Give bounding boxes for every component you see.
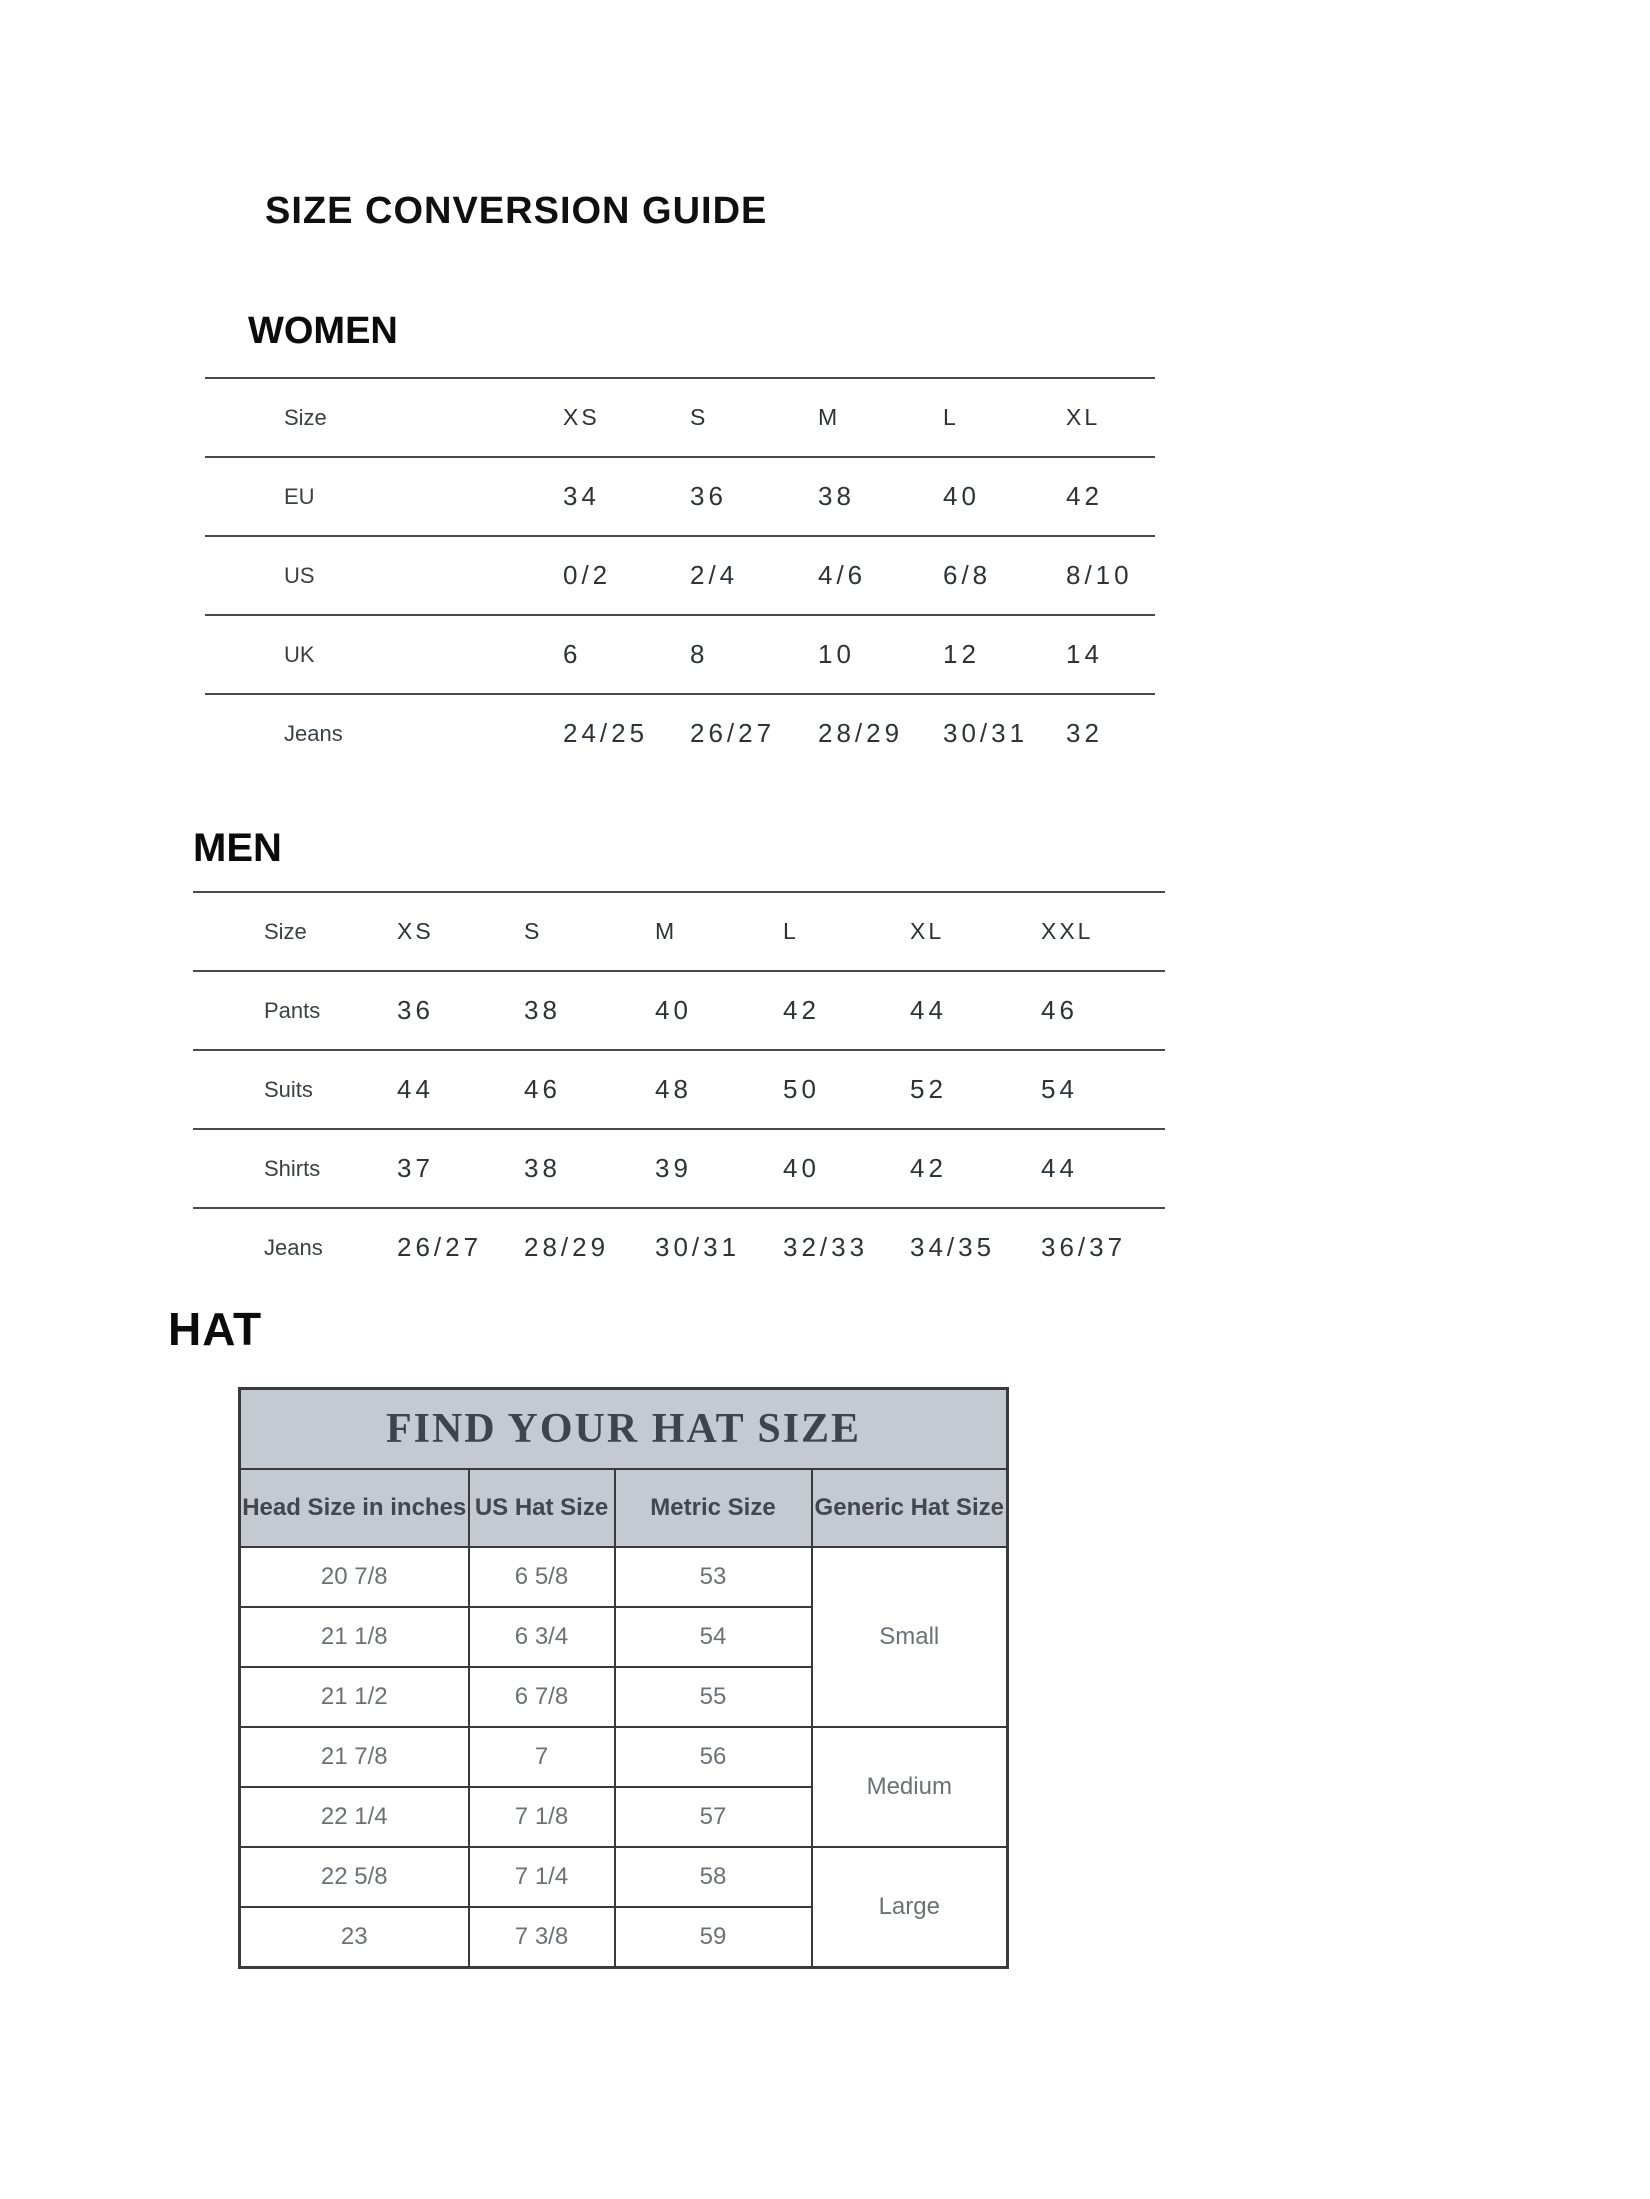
hat-table-title: FIND YOUR HAT SIZE xyxy=(240,1389,1008,1470)
size-cell: S xyxy=(524,918,543,944)
table-row xyxy=(205,456,1155,535)
size-cell: 42 xyxy=(783,995,820,1025)
hat-cell: 57 xyxy=(615,1787,812,1847)
size-cell: 14 xyxy=(1066,639,1103,669)
hat-cell: 7 3/8 xyxy=(469,1907,615,1968)
hat-cell: 23 xyxy=(240,1907,469,1968)
hat-cell: 7 xyxy=(469,1727,615,1787)
size-cell: 28/29 xyxy=(818,718,904,748)
size-cell: S xyxy=(690,404,709,430)
table-row xyxy=(240,1547,1008,1607)
hat-cell: 22 1/4 xyxy=(240,1787,469,1847)
size-cell: L xyxy=(783,918,799,944)
size-cell: 38 xyxy=(524,1153,561,1183)
size-cell: 8 xyxy=(690,639,709,669)
size-cell: 26/27 xyxy=(397,1232,483,1262)
size-cell: 36 xyxy=(397,995,434,1025)
hat-cell: 21 7/8 xyxy=(240,1727,469,1787)
size-cell: 10 xyxy=(818,639,855,669)
section-heading-men: MEN xyxy=(193,826,282,870)
size-cell: 6 xyxy=(563,639,582,669)
size-cell: 24/25 xyxy=(563,718,649,748)
size-cell: 38 xyxy=(818,481,855,511)
table-row xyxy=(193,891,1165,970)
size-cell: 40 xyxy=(783,1153,820,1183)
hat-cell: 55 xyxy=(615,1667,812,1727)
size-cell: 52 xyxy=(910,1074,947,1104)
hat-cell: 56 xyxy=(615,1727,812,1787)
size-cell: 2/4 xyxy=(690,560,739,590)
size-cell: 36 xyxy=(690,481,727,511)
size-cell: 26/27 xyxy=(690,718,776,748)
table-row xyxy=(240,1389,1008,1470)
size-cell: 32/33 xyxy=(783,1232,869,1262)
hat-cell: 7 1/8 xyxy=(469,1787,615,1847)
size-cell: 8/10 xyxy=(1066,560,1133,590)
row-label: Shirts xyxy=(264,1155,321,1181)
hat-cell: 53 xyxy=(615,1547,812,1607)
size-cell: 32 xyxy=(1066,718,1103,748)
table-row xyxy=(193,1049,1165,1128)
hat-cell: 21 1/8 xyxy=(240,1607,469,1667)
men-size-table xyxy=(193,891,1165,1286)
size-cell: 0/2 xyxy=(563,560,612,590)
hat-col-header-metric-size: Metric Size xyxy=(615,1469,812,1547)
size-cell: 44 xyxy=(397,1074,434,1104)
hat-size-table xyxy=(238,1387,1009,1969)
size-cell: XL xyxy=(910,918,945,944)
hat-cell: 59 xyxy=(615,1907,812,1968)
size-cell: M xyxy=(818,404,841,430)
hat-generic-cell: Small xyxy=(812,1547,1008,1727)
hat-cell: 21 1/2 xyxy=(240,1667,469,1727)
table-row xyxy=(240,1727,1008,1787)
table-row xyxy=(193,1207,1165,1286)
hat-generic-cell: Large xyxy=(812,1847,1008,1968)
size-cell: XL xyxy=(1066,404,1101,430)
table-row xyxy=(205,614,1155,693)
size-cell: 40 xyxy=(943,481,980,511)
size-cell: 38 xyxy=(524,995,561,1025)
size-cell: 44 xyxy=(910,995,947,1025)
row-label: Size xyxy=(264,918,307,944)
section-heading-hat: HAT xyxy=(168,1303,263,1355)
size-cell: 50 xyxy=(783,1074,820,1104)
size-cell: 6/8 xyxy=(943,560,992,590)
hat-col-header-head-size: Head Size in inches xyxy=(240,1469,469,1547)
size-cell: 34/35 xyxy=(910,1232,996,1262)
size-cell: 36/37 xyxy=(1041,1232,1127,1262)
hat-cell: 22 5/8 xyxy=(240,1847,469,1907)
table-row xyxy=(205,693,1155,772)
row-label: Suits xyxy=(264,1076,313,1102)
size-cell: 54 xyxy=(1041,1074,1078,1104)
size-cell: 46 xyxy=(1041,995,1078,1025)
row-label: Jeans xyxy=(264,1234,323,1260)
size-cell: 30/31 xyxy=(943,718,1029,748)
table-row xyxy=(240,1847,1008,1907)
table-row xyxy=(205,377,1155,456)
hat-cell: 54 xyxy=(615,1607,812,1667)
hat-cell: 20 7/8 xyxy=(240,1547,469,1607)
table-row xyxy=(193,970,1165,1049)
size-cell: 44 xyxy=(1041,1153,1078,1183)
hat-col-header-us-hat-size: US Hat Size xyxy=(469,1469,615,1547)
page-title: SIZE CONVERSION GUIDE xyxy=(265,190,768,232)
section-heading-women: WOMEN xyxy=(248,310,398,352)
size-cell: 28/29 xyxy=(524,1232,610,1262)
size-cell: 37 xyxy=(397,1153,434,1183)
hat-col-header-generic-size: Generic Hat Size xyxy=(812,1469,1008,1547)
size-cell: 4/6 xyxy=(818,560,867,590)
women-size-table xyxy=(205,377,1155,772)
size-cell: 34 xyxy=(563,481,600,511)
row-label: EU xyxy=(284,483,315,509)
hat-cell: 58 xyxy=(615,1847,812,1907)
size-cell: 42 xyxy=(1066,481,1103,511)
hat-cell: 6 7/8 xyxy=(469,1667,615,1727)
row-label: Jeans xyxy=(284,720,343,746)
size-cell: 12 xyxy=(943,639,980,669)
size-cell: XXL xyxy=(1041,918,1094,944)
size-cell: 40 xyxy=(655,995,692,1025)
size-cell: 30/31 xyxy=(655,1232,741,1262)
hat-cell: 7 1/4 xyxy=(469,1847,615,1907)
size-cell: 48 xyxy=(655,1074,692,1104)
hat-generic-cell: Medium xyxy=(812,1727,1008,1847)
row-label: UK xyxy=(284,641,315,667)
row-label: Pants xyxy=(264,997,321,1023)
size-cell: 42 xyxy=(910,1153,947,1183)
row-label: Size xyxy=(284,404,327,430)
table-row xyxy=(205,535,1155,614)
table-row xyxy=(240,1469,1008,1547)
hat-cell: 6 5/8 xyxy=(469,1547,615,1607)
size-cell: L xyxy=(943,404,959,430)
hat-cell: 6 3/4 xyxy=(469,1607,615,1667)
size-cell: M xyxy=(655,918,678,944)
size-cell: XS xyxy=(563,404,600,430)
table-row xyxy=(193,1128,1165,1207)
size-cell: 39 xyxy=(655,1153,692,1183)
size-cell: XS xyxy=(397,918,434,944)
size-cell: 46 xyxy=(524,1074,561,1104)
row-label: US xyxy=(284,562,315,588)
